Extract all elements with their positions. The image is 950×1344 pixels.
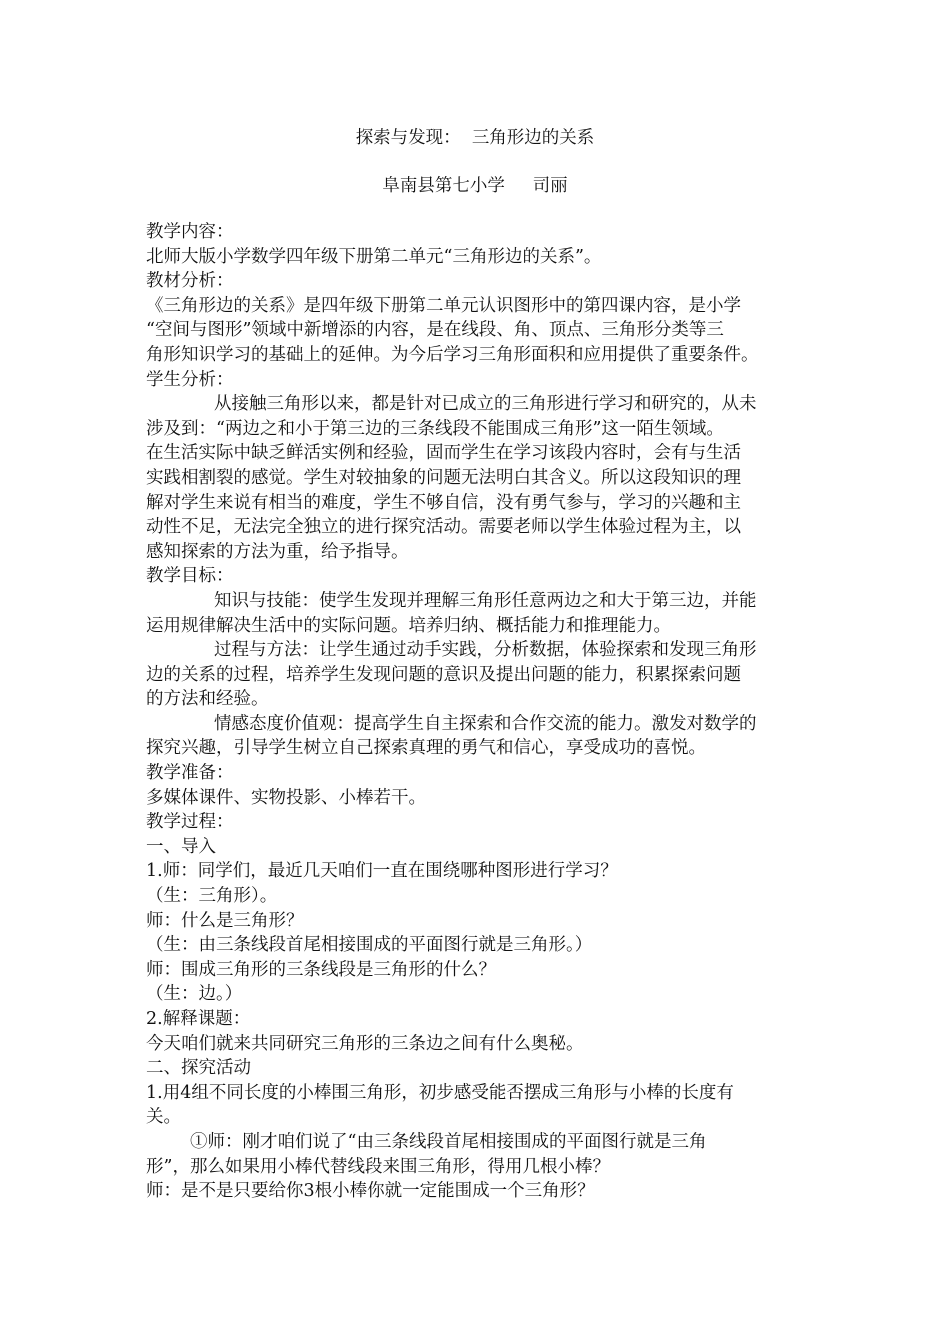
text-line: 一、导入 (146, 836, 216, 857)
text-line: 探究兴趣，引导学生树立自己探索真理的勇气和信心，享受成功的喜悦。 (146, 738, 706, 759)
document-author: 阜南县第七小学 司丽 (382, 176, 568, 196)
text-line: 涉及到：“两边之和小于第三边的三条线段不能围成三角形”这一陌生领域。 (146, 418, 724, 439)
text-line: 《三角形边的关系》是四年级下册第二单元认识图形中的第四课内容，是小学 (146, 295, 741, 316)
text-line: 1.师：同学们，最近几天咱们一直在围绕哪种图形进行学习？ (146, 861, 618, 882)
text-line: 教学内容： (146, 222, 234, 242)
text-line: 今天咱们就来共同研究三角形的三条边之间有什么奥秘。 (146, 1033, 584, 1054)
text-line: 知识与技能：使学生发现并理解三角形任意两边之和大于第三边，并能 (214, 590, 757, 611)
text-line: 北师大版小学数学四年级下册第二单元“三角形边的关系”。 (146, 246, 602, 267)
text-line: 运用规律解决生活中的实际问题。培养归纳、概括能力和推理能力。 (146, 615, 671, 636)
text-line: 师：是不是只要给你3根小棒你就一定能围成一个三角形？ (146, 1181, 595, 1202)
text-line: 从接触三角形以来，都是针对已成立的三角形进行学习和研究的，从未 (214, 394, 757, 415)
text-line: 2.解释课题： (146, 1009, 251, 1029)
text-line: 师：围成三角形的三条线段是三角形的什么？ (146, 959, 496, 980)
text-line: 角形知识学习的基础上的延伸。为今后学习三角形面积和应用提供了重要条件。 (146, 344, 759, 365)
text-line: 学生分析： (146, 369, 234, 390)
text-line: ①师：刚才咱们说了“由三条线段首尾相接围成的平面图行就是三角 (190, 1131, 707, 1152)
text-line: 教学准备： (146, 763, 234, 784)
document-title: 探索与发现： 三角形边的关系 (355, 128, 595, 148)
text-line: 教学目标： (146, 566, 234, 587)
text-line: 边的关系的过程，培养学生发现问题的意识及提出问题的能力，积累探索问题 (146, 664, 741, 685)
text-line: 过程与方法：让学生通过动手实践，分析数据，体验探索和发现三角形 (214, 640, 757, 661)
document-body (146, 220, 816, 1204)
text-line: （生：三角形）。 (146, 886, 278, 907)
text-line: 教材分析： (146, 271, 234, 292)
text-line: 动性不足，无法完全独立的进行探究活动。需要老师以学生体验过程为主，以 (146, 517, 741, 538)
text-line: 师：什么是三角形？ (146, 910, 304, 931)
text-line: 的方法和经验。 (146, 689, 269, 710)
text-line: 教学过程： (146, 812, 234, 833)
text-line: 情感态度价值观：提高学生自主探索和合作交流的能力。激发对数学的 (214, 713, 757, 734)
text-line: “空间与图形”领域中新增添的内容，是在线段、角、顶点、三角形分类等三 (146, 320, 724, 341)
text-line: 二、探究活动 (146, 1058, 251, 1079)
text-line: 关。 (146, 1107, 181, 1128)
text-line: 实践相割裂的感觉。学生对较抽象的问题无法明白其含义。所以这段知识的理 (146, 467, 741, 488)
text-line: （生：边。） (146, 984, 243, 1005)
text-line: 解对学生来说有相当的难度，学生不够自信，没有勇气参与，学习的兴趣和主 (146, 492, 741, 513)
text-line: 在生活实际中缺乏鲜活实例和经验，固而学生在学习该段内容时，会有与生活 (146, 443, 741, 464)
text-line: 感知探索的方法为重，给予指导。 (146, 541, 409, 562)
text-line: （生：由三条线段首尾相接围成的平面图行就是三角形。） (146, 935, 593, 956)
text-line: 1.用4组不同长度的小棒围三角形，初步感受能否摆成三角形与小棒的长度有 (146, 1082, 734, 1103)
text-line: 多媒体课件、实物投影、小棒若干。 (146, 787, 426, 808)
text-line: 形”，那么如果用小棒代替线段来围三角形，得用几根小棒？ (146, 1156, 610, 1177)
